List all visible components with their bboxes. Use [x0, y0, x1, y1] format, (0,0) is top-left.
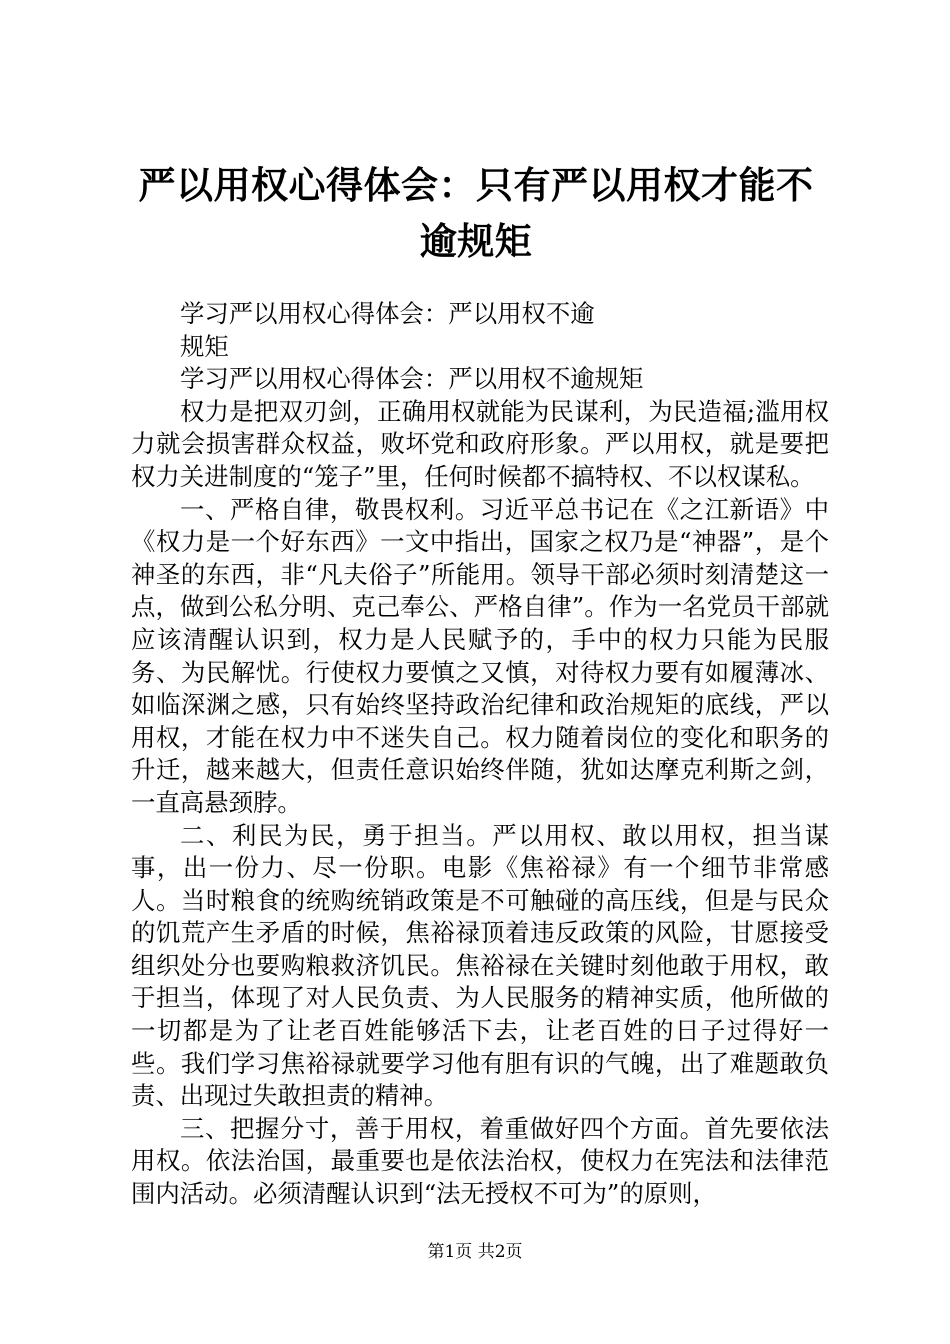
document-title: 严以用权心得体会：只有严以用权才能不逾规矩 [138, 164, 814, 263]
paragraph-intro: 权力是把双刃剑，正确用权就能为民谋利，为民造福;滥用权力就会损害群众权益，败坏党和政府形象。严以用权，就是要把权力关进制度的“笼子”里，任何时候都不搞特权、不以权谋私。 [131, 396, 829, 491]
page-footer: 第1页 共2页 [427, 1242, 523, 1262]
paragraph-section-two: 二、利民为民，勇于担当。严以用权、敢以用权，担当谋事，出一份力、尽一份职。电影《焦裕禄》有一个细节非常感人。当时粮食的统购统销政策是不可触碰的高压线，但是与民众的饥荒产生矛盾的时候，焦裕禄顶着违反政策的风险，甘愿接受组织处分也要购粮救济饥民。焦裕禄在关键时刻他敢于用权，敢于担当，体现了对人民负责、为人民服务的精神实质，他所做的一切都是为了让老百姓能够活下去，让老百姓的日子过得好一些。我们学习焦裕禄就要学习他有胆有识的气魄，出了难题敢负责、出现过失敢担责的精神。 [131, 820, 829, 1111]
paragraph-section-three: 三、把握分寸，善于用权，着重做好四个方面。首先要依法用权。依法治国，最重要也是依法治权，使权力在宪法和法律范围内活动。必须清醒认识到“法无授权不可为”的原则， [131, 1113, 829, 1209]
subtitle-line: 学习严以用权心得体会：严以用权不逾规矩 [180, 364, 644, 394]
subtitle-line: 规矩 [180, 331, 229, 361]
paragraph-section-one: 一、严格自律，敬畏权利。习近平总书记在《之江新语》中《权力是一个好东西》一文中指出，国家之权乃是“神器”，是个神圣的东西，非“凡夫俗子”所能用。领导干部必须时刻清楚这一点，做到公私分明、克己奉公、严格自律”。作为一名党员干部就应该清醒认识到，权力是人民赋予的，手中的权力只能为民服务、为民解忧。行使权力要慎之又慎，对待权力要有如履薄冰、如临深渊之感，只有始终坚持政治纪律和政治规矩的底线，严以用权，才能在权力中不迷失自己。权力随着岗位的变化和职务的升迁，越来越大，但责任意识始终伴随，犹如达摩克利斯之剑，一直高悬颈脖。 [131, 494, 829, 817]
subtitle-line: 学习严以用权心得体会：严以用权不逾 [180, 299, 595, 328]
document-body [131, 298, 829, 1211]
